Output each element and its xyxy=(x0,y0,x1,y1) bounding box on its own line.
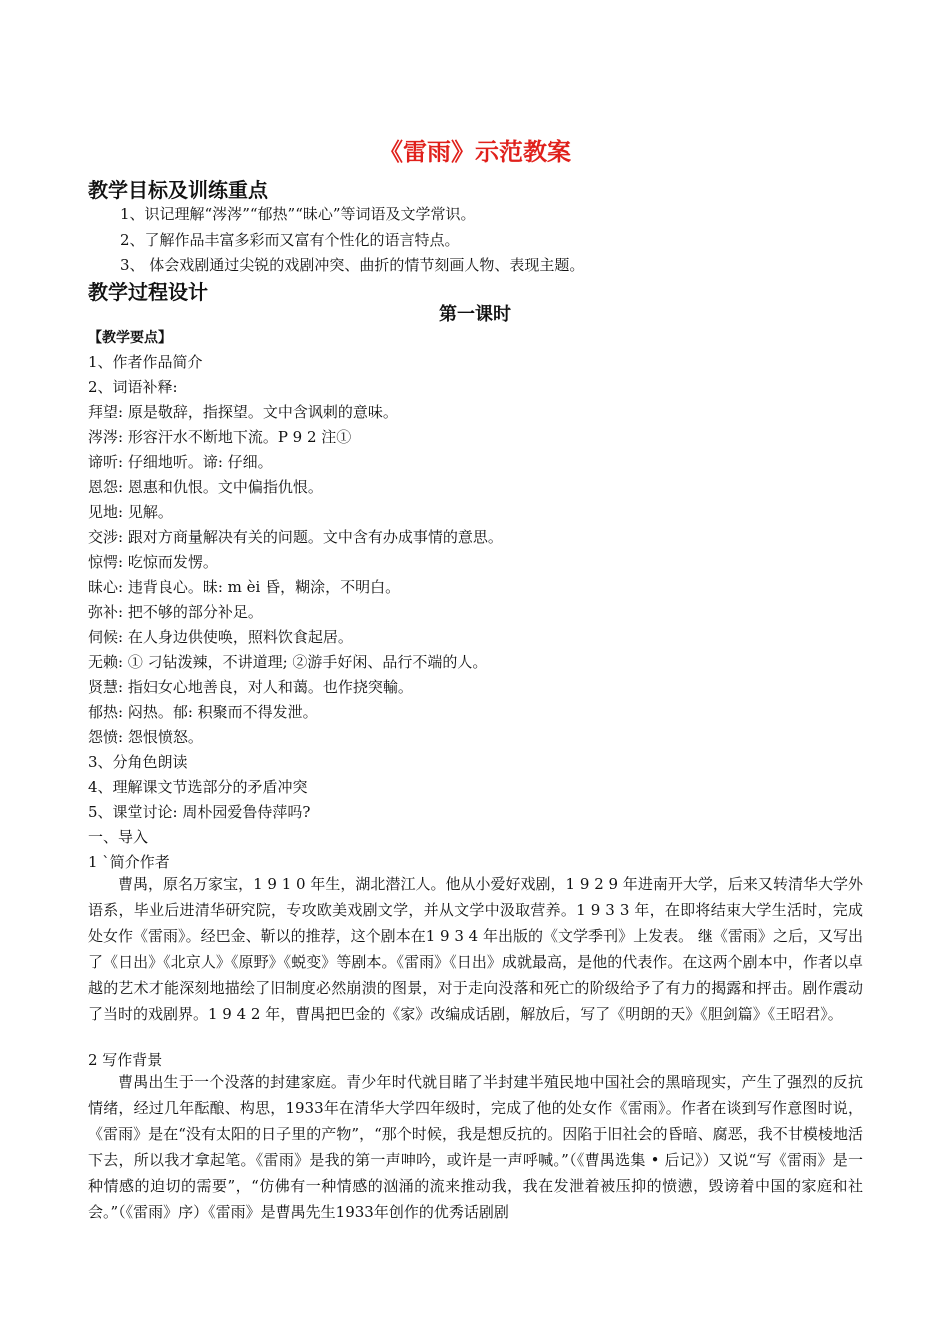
background-label: 2 写作背景 xyxy=(88,1051,163,1069)
goal-item: 3、 体会戏剧通过尖锐的戏剧冲突、曲折的情节刻画人物、表现主题。 xyxy=(120,256,585,274)
text-line: 无赖: ① 刁钻泼辣，不讲道理; ②游手好闲、品行不端的人。 xyxy=(88,653,488,671)
goal-item: 2、了解作品丰富多彩而又富有个性化的语言特点。 xyxy=(120,231,460,249)
text-line: 伺候: 在人身边供使唤，照料饮食起居。 xyxy=(88,628,353,646)
text-line: 恩怨: 恩惠和仇恨。文中偏指仇恨。 xyxy=(88,478,323,496)
text-line: 4、理解课文节选部分的矛盾冲突 xyxy=(88,778,308,796)
goal-item: 1、识记理解“涔涔”“郁热”“昧心”等词语及文学常识。 xyxy=(120,205,476,223)
text-line: 2、词语补释: xyxy=(88,378,178,396)
text-line: 见地: 见解。 xyxy=(88,503,173,521)
text-line: 1 `简介作者 xyxy=(88,853,170,871)
text-line: 弥补: 把不够的部分补足。 xyxy=(88,603,263,621)
text-line: 1、作者作品简介 xyxy=(88,353,203,371)
text-line: 5、课堂讨论: 周朴园爱鲁侍萍吗? xyxy=(88,803,311,821)
author-paragraph: 曹禺，原名万家宝，1 9 1 0 年生，湖北潜江人。他从小爱好戏剧，1 9 2 9 年进南开大学，后来又转清华大学外语系，毕业后进清华研究院，专攻欧美戏剧文学，并从文学中汲取营养。1 9 3 3 年，在即将结束大学生活时，完成处女作《雷雨》。经巴金、靳以的推荐，这个剧本在1 9 3 4 年出版的《文学季刊》上发表。 继《雷雨》之后，又写出了《日出》《北京人》《原野》《蜕变》等剧本。《雷雨》《日出》成就最高，是他的代表作。在这两个剧本中，作者以卓越的艺术才能深刻地描绘了旧制度必然崩溃的图景，对于走向没落和死亡的阶级给予了有力的揭露和抨击。剧作震动了当时的戏剧界。1 9 4 2 年，曹禺把巴金的《家》改编成话剧，解放后，写了《明朗的天》《胆剑篇》《王昭君》。 xyxy=(88,875,863,1023)
document-title: 《雷雨》示范教案 xyxy=(379,138,571,166)
text-line: 贤慧: 指妇女心地善良，对人和蔼。也作挠突輸。 xyxy=(88,678,413,696)
text-line: 3、分角色朗读 xyxy=(88,753,188,771)
text-line: 谛听: 仔细地听。谛: 仔细。 xyxy=(88,453,273,471)
text-line: 怨愤: 怨恨愤怒。 xyxy=(88,728,203,746)
text-line: 拜望: 原是敬辞，指探望。文中含讽刺的意味。 xyxy=(88,403,398,421)
background-paragraph: 曹禺出生于一个没落的封建家庭。青少年时代就目睹了半封建半殖民地中国社会的黑暗现实，产生了强烈的反抗情绪，经过几年酝酿、构思，1933年在清华大学四年级时，完成了他的处女作《雷雨》。作者在谈到写作意图时说，《雷雨》是在“没有太阳的日子里的产物”，“那个时候，我是想反抗的。因陷于旧社会的昏暗、腐恶，我不甘模棱地活下去，所以我才拿起笔。《雷雨》是我的第一声呻吟，或许是一声呼喊。”（《曹禺选集 • 后记》）又说“写《雷雨》是一种情感的迫切的需要”，“仿佛有一种情感的汹涌的流来推动我，我在发泄着被压抑的愤懑，毁谤着中国的家庭和社会。”（《雷雨》序）《雷雨》是曹禺先生1933年创作的优秀话剧剧 xyxy=(88,1073,863,1221)
text-line: 昧心: 违背良心。昧: m èi 昏，糊涂，不明白。 xyxy=(88,578,401,596)
lesson-title: 第一课时 xyxy=(439,304,511,325)
text-line: 涔涔: 形容汗水不断地下流。P 9 2 注① xyxy=(88,428,352,446)
goals-heading: 教学目标及训练重点 xyxy=(88,178,268,202)
key-points-label: 【教学要点】 xyxy=(88,330,172,346)
text-line: 一、导入 xyxy=(88,828,149,846)
process-heading: 教学过程设计 xyxy=(88,280,208,304)
text-line: 惊愕: 吃惊而发愣。 xyxy=(88,553,218,571)
text-line: 郁热: 闷热。郁: 积聚而不得发泄。 xyxy=(88,703,318,721)
text-line: 交涉: 跟对方商量解决有关的问题。文中含有办成事情的意思。 xyxy=(88,528,503,546)
